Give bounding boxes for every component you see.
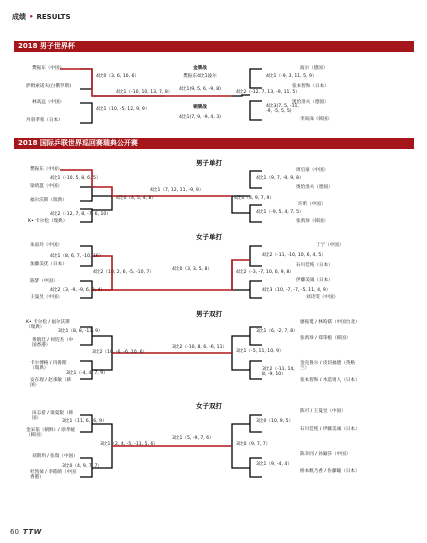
ws-score-semi-right: 4比2（-3, -7, 10, 6, 9, 8） [236, 270, 295, 275]
md-final-score: 3比2（-10, 8, 6, -6, 11） [172, 345, 228, 350]
md-score-1: 3比1（8, 8, -13, 9） [58, 329, 103, 334]
ms-score-semi-right: 4比0（4, 9, 7, 9） [234, 196, 275, 201]
wd-score-4: 3比1（9, -4, 4） [256, 462, 292, 467]
separator-dot: • [29, 13, 34, 21]
wd-player-4: 杜凯琹 / 李皓晴（中国香港） [30, 470, 76, 481]
page-number: 60 [10, 528, 19, 536]
wc-score-semi-left: 4比1（-10, 10, 13, 7, 8） [116, 90, 173, 95]
md-player-8: 张本智和 / 木造勇人（日本） [300, 378, 360, 383]
wc-bronze-score: 4比1(7, 9, -9, 4, 3) [179, 115, 221, 120]
wd-player-1: 田志希 / 梁夏银（韩国） [32, 411, 74, 422]
wc-score-4: 4比3(7, 5, -11, -9, -5, 5, 5) [266, 104, 299, 115]
ws-player-2: 加藤美优（日本） [30, 262, 67, 267]
md-score-2: 3比1（-4, 4, 7, 9） [66, 371, 108, 376]
ws-player-7: 伊藤美诚（日本） [296, 278, 333, 283]
wc-player-6: 张本智和（日本） [292, 84, 329, 89]
ms-player-7: 许昕（中国） [298, 202, 326, 207]
ws-player-3: 陈梦（中国） [30, 279, 58, 284]
wc-score-3: 4比1（-9, 3, 11, 5, 9） [266, 74, 317, 79]
ms-player-1: 樊振东（中国） [30, 167, 63, 172]
md-score-4: 3比2（-11, 14, 8, -9, 10） [262, 367, 295, 378]
ws-score-3: 4比2（-11, -10, 10, 6, 4, 5） [262, 253, 326, 258]
ws-score-semi-left: 4比2（10, 2, 6, -5, -10, 7） [93, 270, 154, 275]
ws-player-5: 丁宁（中国） [316, 243, 344, 248]
wd-player-6: 石川佳纯 / 伊藤美诚（日本） [300, 427, 360, 432]
wc-player-7: 奥恰洛夫（德国） [292, 100, 329, 105]
ws-player-8: 刘诗雯（中国） [306, 295, 339, 300]
wd-player-8: 桥本帆乃香 / 佐藤瞳（日本） [300, 469, 360, 474]
md-score-3: 3比1（6, -2, 7, 8） [256, 329, 298, 334]
section-title: RESULTS [36, 13, 71, 21]
ms-score-1: 4比1（-10, 5, 8, 6, 5） [50, 176, 101, 181]
wd-score-2: 3比0（4, 9, 7, 7） [62, 464, 103, 469]
ws-score-2: 4比2（3, -9, -9, 6, 9, 4） [50, 288, 106, 293]
md-title: 男子双打 [196, 310, 222, 318]
wc-score-2: 4比1（10, -5, 12, 9, 9） [96, 107, 150, 112]
wd-score-semi-right: 3比0（9, 7, 7） [236, 442, 271, 447]
wc-score-semi-right: 4比2（-12, 7, 13, -9, 11, 5） [236, 90, 300, 95]
ws-score-1: 4比1（8, 6, 7, -10, 16） [50, 254, 104, 259]
banner-world-cup: 2018 男子世界杯 [14, 41, 414, 52]
ms-player-5: 周启豪（中国） [296, 168, 329, 173]
wc-player-2: 萨姆索诺夫(白俄罗斯) [26, 84, 71, 89]
wd-player-7: 陈幸同 / 孙颖莎（中国） [300, 452, 351, 457]
wd-score-semi-left: 3比1（2, 4, -5, -11, 5, 6） [100, 442, 159, 447]
ms-score-2: 4比2（-12, 7, 8, -7, 6, 10） [50, 212, 111, 217]
banner-swedish-open: 2018 国际乒联世界巡回赛瑞典公开赛 [14, 138, 414, 149]
wd-title: 女子双打 [196, 402, 222, 410]
wc-player-3: 林高远（中国） [32, 100, 65, 105]
wc-player-4: 丹羽孝希（日本） [26, 118, 63, 123]
ms-player-8: 张禹珍（韩国） [296, 219, 329, 224]
ws-player-6: 石川佳纯（日本） [296, 263, 333, 268]
wc-score-1: 4比0（3, 6, 10, 6） [96, 74, 140, 79]
md-player-2: 黄镇廷 / 何钧杰（中国香港） [32, 338, 74, 349]
wd-final-score: 3比1（5, -9, 7, 6） [172, 436, 214, 441]
wd-player-3: 刘斯玥 / 张瑞（中国） [32, 454, 78, 459]
ws-title: 女子单打 [196, 233, 222, 241]
wc-final-result: 樊振东4比1波尔 [183, 74, 217, 79]
ws-final-score: 4比0（3, 3, 5, 8） [172, 267, 213, 272]
ms-title: 男子单打 [196, 159, 222, 167]
ms-player-4: K• 卡尔松（瑞典） [28, 219, 68, 224]
wd-player-5: 陈可 / 王曼昱（中国） [300, 409, 346, 414]
md-player-5: 廖振珽 / 林昀儒（中国台北） [300, 320, 360, 325]
ws-score-4: 4比3（10, -7, -7, -5, 11, 4, 9） [262, 288, 331, 293]
ms-final-score: 4比1（7, 12, 11, -9, 9） [150, 188, 204, 193]
md-player-4: 安在现 / 赵承敏（韩国） [30, 378, 72, 389]
wd-score-3: 3比0（10, 9, 5） [256, 419, 294, 424]
ws-player-1: 朱雨玲（中国） [30, 243, 63, 248]
ms-score-semi-left: 4比0（4, 5, 4, 8） [116, 196, 157, 201]
section-label: 成绩 [12, 13, 26, 21]
ms-player-3: 福尔沃斯（瑞典） [30, 198, 67, 203]
md-score-semi-left: 3比2（10, -6, -6, 10, 6） [92, 350, 148, 355]
ms-player-2: 梁靖崑（中国） [30, 184, 63, 189]
ms-score-4: 4比1（-9, 5, 4, 7, 5） [256, 210, 304, 215]
md-player-3: 卡尔博格 / 玛鲁斯（瑞典） [30, 361, 67, 372]
ms-player-6: 奥恰洛夫（德国） [296, 185, 333, 190]
wc-player-8: 李尚洙（韩国） [300, 117, 333, 122]
ms-score-3: 4比1（9, 7, -9, 9, 8） [256, 176, 304, 181]
md-score-semi-right: 3比1（-5, 11, 10, 9） [236, 349, 284, 354]
wc-final-score: 4比1(9, 5, 6, -9, 8) [179, 87, 221, 92]
magazine-logo: TTW [22, 528, 42, 536]
ws-player-4: 王曼昱（中国） [30, 295, 63, 300]
wd-score-1: 3比1（11, 6, -6, 9） [62, 419, 107, 424]
wd-player-2: 金宋依（朝鲜）/ 徐孝媛（韩国） [26, 428, 75, 439]
wc-player-1: 樊振东（中国） [32, 66, 65, 71]
wc-bronze-title: 铜牌战 [193, 105, 207, 110]
md-player-7: 金克鲁尔 / 皮切福德（英格兰） [300, 361, 356, 372]
md-player-1: K• 卡尔松 / 福尔沃斯（瑞典） [26, 320, 70, 331]
page-footer [10, 528, 42, 536]
md-player-6: 张禹珍 / 郑荣植（韩国） [300, 336, 351, 341]
wc-player-5: 波尔（德国） [300, 66, 328, 71]
wc-final-title: 金牌战 [193, 66, 207, 71]
